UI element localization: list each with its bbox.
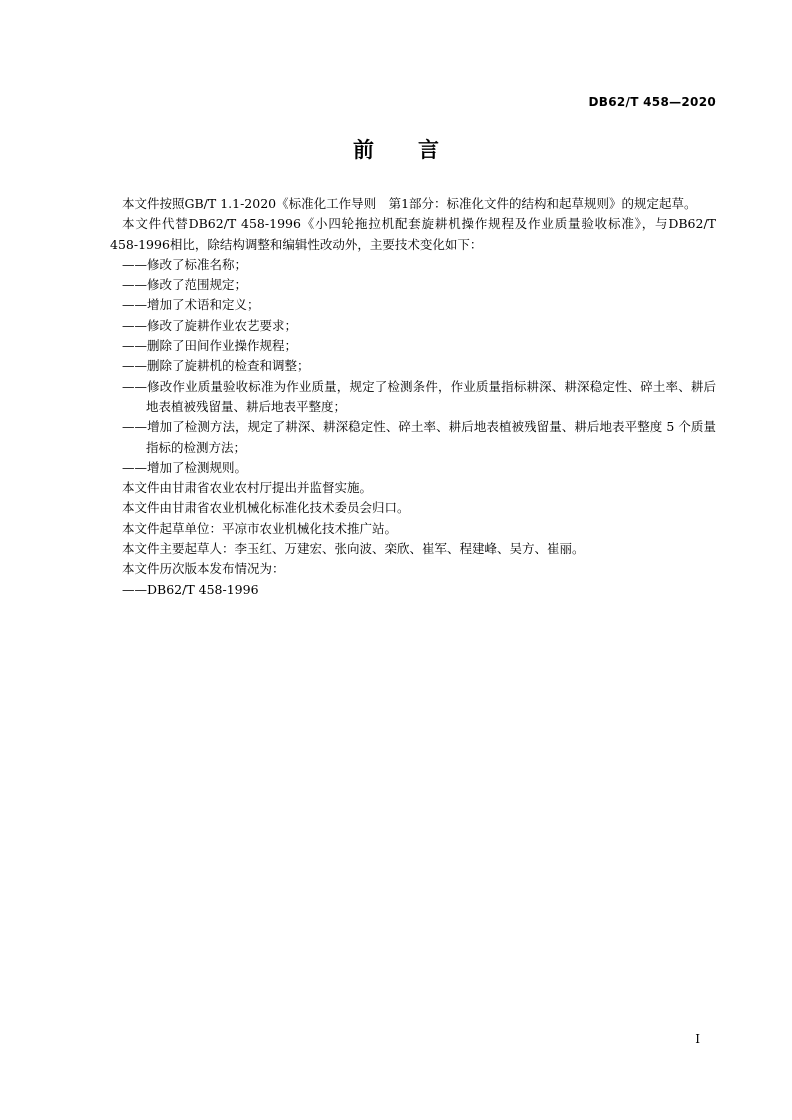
change-item: ——修改了范围规定； [122,277,248,293]
statement-committee: 本文件由甘肃省农业机械化标准化技术委员会归口。 [122,500,410,516]
section-title: 前言 [353,138,483,162]
change-item: ——增加了检测规则。 [122,459,248,475]
paragraph-drafting-basis: 本文件按照GB/T 1.1-2020《标准化工作导则 第1部分：标准化文件的结构和起草规则》的规定起草。 [122,196,697,211]
history-item: ——DB62/T 458-1996 [122,581,259,597]
statement-proposer: 本文件由甘肃省农业农村厅提出并监督实施。 [122,480,373,496]
change-item: ——删除了旋耕机的检查和调整； [122,358,310,374]
document-code: DB62/T 458—2020 [588,95,716,109]
change-item: ——删除了田间作业操作规程； [122,338,298,354]
foreword-body [110,194,716,600]
page-number: I [695,1032,700,1046]
statement-history-intro: 本文件历次版本发布情况为： [122,561,285,577]
change-item: ——增加了检测方法，规定了耕深、耕深稳定性、碎土率、耕后地表植被残留量、耕后地表平整度 5 个质量指标的检测方法； [122,419,716,455]
change-item: ——增加了术语和定义； [122,297,260,313]
change-item: ——修改作业质量验收标准为作业质量，规定了检测条件，作业质量指标耕深、耕深稳定性、碎土率、耕后地表植被残留量、耕后地表平整度； [122,378,716,414]
statement-drafters: 本文件主要起草人：李玉红、万建宏、张向波、栾欣、崔军、程建峰、吴方、崔丽。 [122,541,585,557]
change-item: ——修改了旋耕作业农艺要求； [122,317,298,333]
paragraph-replacement-note: 本文件代替DB62/T 458-1996《小四轮拖拉机配套旋耕机操作规程及作业质量验收标准》，与DB62/T 458-1996相比，除结构调整和编辑性改动外，主要技术变化如下： [110,216,716,252]
change-item: ——修改了标准名称； [122,256,248,272]
statement-drafting-unit: 本文件起草单位：平凉市农业机械化技术推广站。 [122,520,398,536]
